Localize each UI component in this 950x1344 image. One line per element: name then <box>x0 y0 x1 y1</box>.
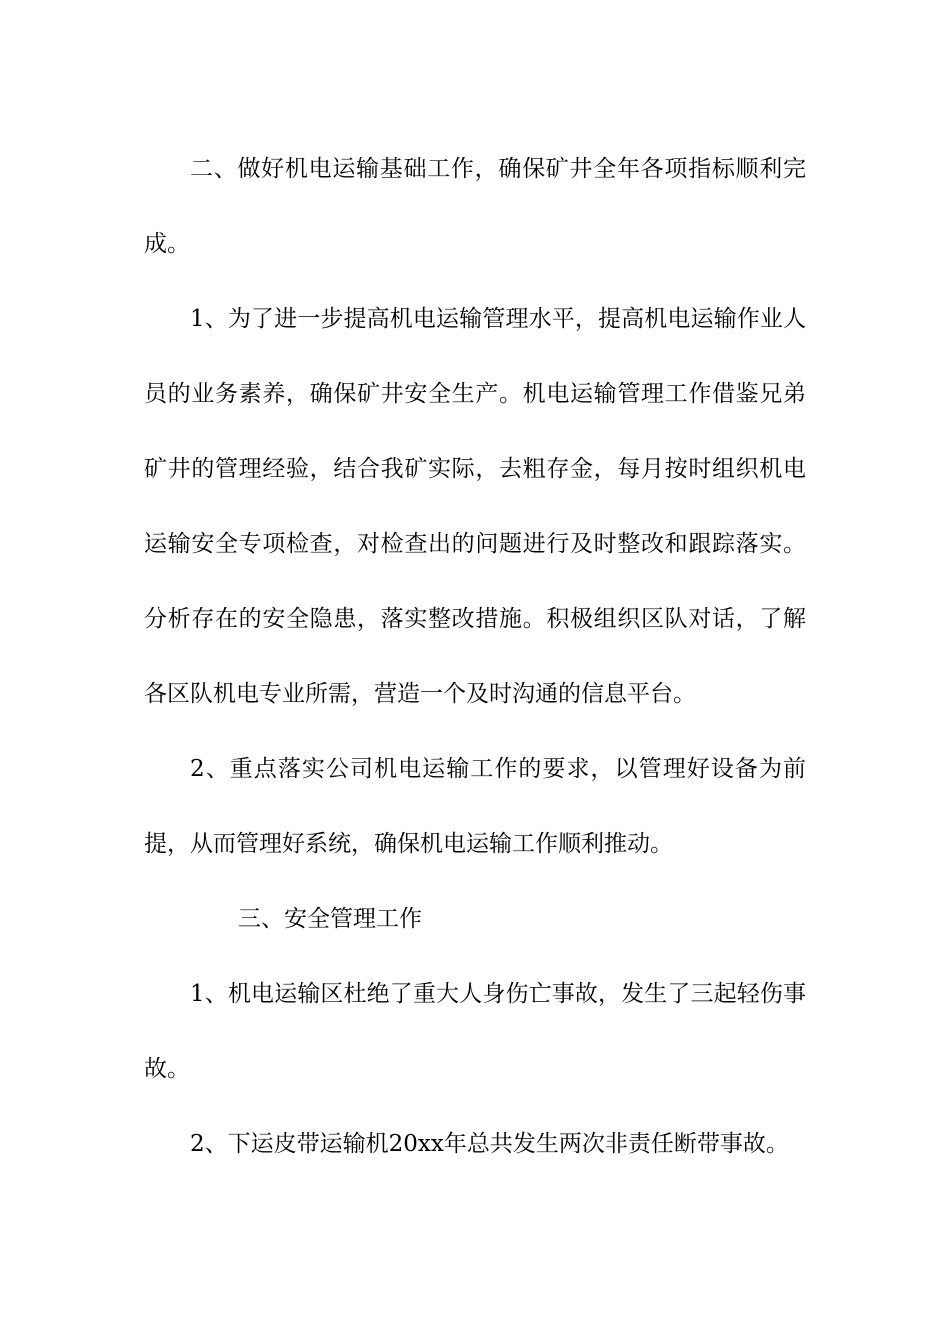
paragraph-item-1: 1、为了进一步提高机电运输管理水平，提高机电运输作业人员的业务素养，确保矿井安全生产。机电运输管理工作借鉴兄弟矿井的管理经验，结合我矿实际，去粗存金，每月按时组织机电运输安全专项检查，对检查出的问题进行及时整改和跟踪落实。分析存在的安全隐患，落实整改措施。积极组织区队对话，了解各区队机电专业所需，营造一个及时沟通的信息平台。 <box>144 306 806 707</box>
paragraph-item-2: 2、重点落实公司机电运输工作的要求，以管理好设备为前提，从而管理好系统，确保机电运输工作顺利推动。 <box>144 756 806 857</box>
paragraph-safety-1: 1、机电运输区杜绝了重大人身伤亡事故，发生了三起轻伤事故。 <box>144 981 806 1082</box>
section-heading-3: 三、安全管理工作 <box>238 906 422 932</box>
section-heading-2: 二、做好机电运输基础工作，确保矿井全年各项指标顺利完成。 <box>144 156 806 257</box>
document-body <box>144 132 806 1182</box>
paragraph-safety-2: 2、下运皮带运输机20xx年总共发生两次非责任断带事故。 <box>190 1131 789 1157</box>
